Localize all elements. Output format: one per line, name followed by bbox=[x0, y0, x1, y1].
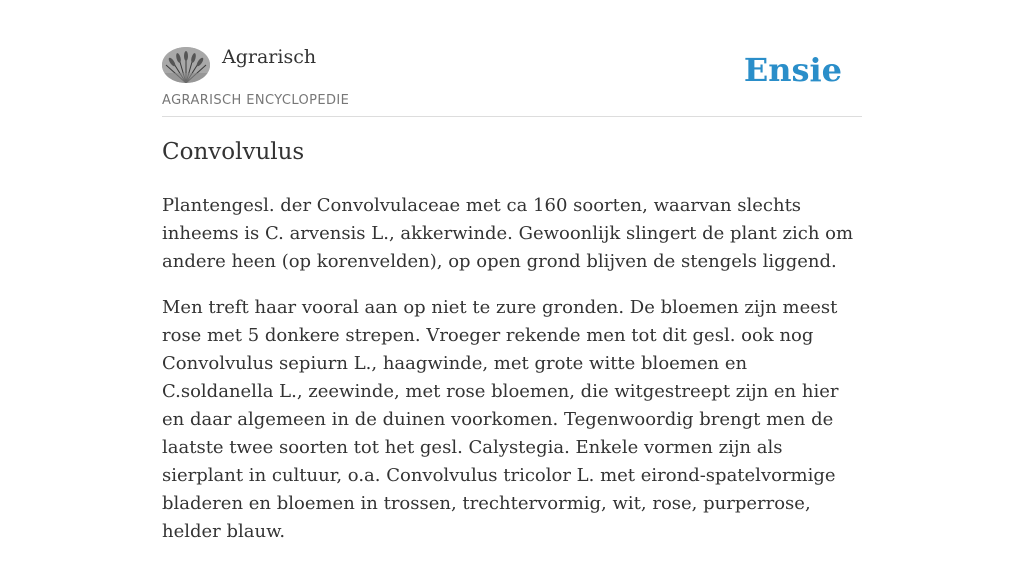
source-subtitle[interactable]: AGRARISCH ENCYCLOPEDIE bbox=[162, 93, 350, 108]
article-paragraph: Plantengesl. der Convolvulaceae met ca 160 soorten, waarvan slechts inheems is C. arvensis L., akkerwinde. Gewoonlijk slingert de plant zich om andere heen (op korenvelden), op open grond blijven de stengels liggend. bbox=[162, 195, 854, 272]
article-body bbox=[162, 192, 862, 564]
header bbox=[162, 44, 862, 117]
article-title: Convolvulus bbox=[162, 139, 305, 165]
source-name[interactable]: Agrarisch bbox=[222, 46, 317, 68]
source-avatar[interactable] bbox=[162, 47, 210, 83]
brand-logo[interactable]: Ensie bbox=[743, 51, 842, 89]
article-paragraph: Men treft haar vooral aan op niet te zure gronden. De bloemen zijn meest rose met 5 donkere strepen. Vroeger rekende men tot dit gesl. ook nog Convolvulus sepiurn L., haagwinde, met grote witte bloemen en C.soldanella L., zeewinde, met rose bloemen, die witgestreept zijn en hier en daar algemeen in de duinen voorkomen. Tegenwoordig brengt men de laatste twee soorten tot het gesl. Calystegia. Enkele vormen zijn als sierplant in cultuur, o.a. Convolvulus tricolor L. met eirond-spatelvormige bladeren en bloemen in trossen, trechtervormig, wit, rose, purperrose, helder blauw. bbox=[162, 297, 839, 542]
wheat-engraving-icon bbox=[162, 47, 210, 83]
